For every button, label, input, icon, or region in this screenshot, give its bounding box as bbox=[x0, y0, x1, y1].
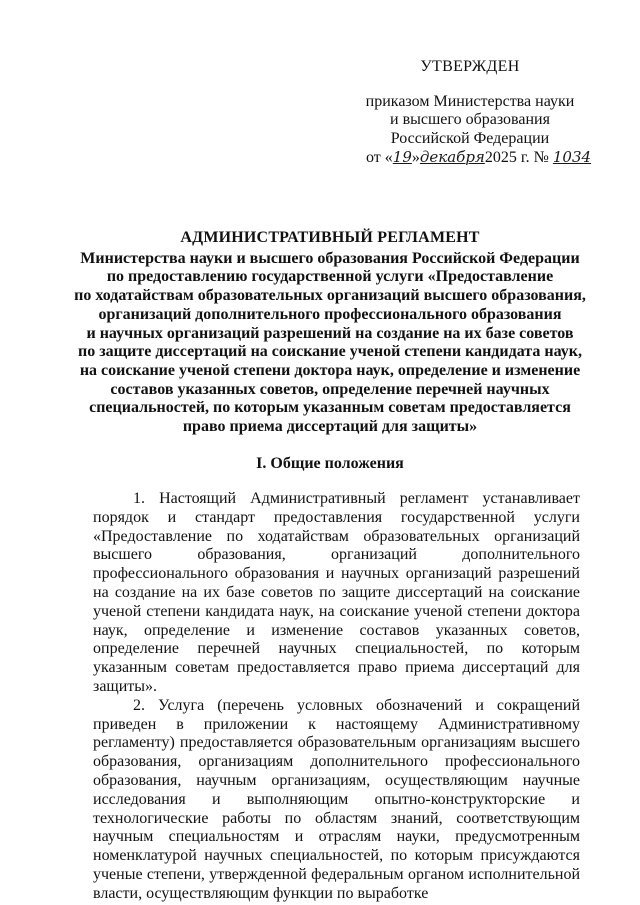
paragraph-1: 1. Настоящий Административный регламент устанавливает порядок и стандарт предоставления государственной услуги «Предоставление по ходатайствам образовательных организаций высшего образования, организаций дополнительного профессионального образования и научных организаций разрешений на создание на их базе советов по защите диссертаций на соискание ученой степени кандидата наук, на соискание ученой степени доктора наук, определение и изменение составов указанных советов, определение перечней научных специальностей, по которым указанным советам предоставляется право приема диссертаций для защиты». bbox=[93, 490, 580, 695]
title-line: организаций дополнительного профессионального образования bbox=[98, 305, 562, 323]
title-line: по ходатайствам образовательных организаций высшего образования, bbox=[74, 287, 586, 305]
handwritten-month: декабря bbox=[419, 148, 485, 166]
title-main: АДМИНИСТРАТИВНЫЙ РЕГЛАМЕНТ bbox=[180, 229, 480, 246]
title-line: по предоставлению государственной услуги «Предоставление bbox=[106, 268, 554, 286]
date-prefix: от « bbox=[366, 149, 393, 166]
title-line: право приема диссертаций для защиты» bbox=[182, 418, 478, 436]
document-title bbox=[60, 229, 600, 437]
year-text: 2025 г. № bbox=[484, 149, 549, 166]
title-line: и научных организаций разрешений на создание на их базе советов bbox=[86, 324, 574, 342]
handwritten-number: 1034 bbox=[552, 148, 592, 166]
handwritten-day: 19 bbox=[392, 148, 412, 166]
approval-line: Российской Федерации bbox=[390, 129, 550, 147]
section-heading: I. Общие положения bbox=[256, 455, 404, 472]
approval-block bbox=[340, 58, 600, 168]
title-line: по защите диссертаций на соискание ученой степени кандидата наук, bbox=[78, 343, 582, 361]
body-text bbox=[93, 490, 580, 904]
title-line: составов указанных советов, определение перечней научных bbox=[110, 380, 550, 398]
paragraph-2: 2. Услуга (перечень условных обозначений и сокращений приведен в приложении к настоящему Административному регламенту) предоставляется образовательным организациям высшего образования, организациям дополнительного профессионального образования, научным организациям, осуществляющим научные исследования и выполняющим опытно-конструкторские и технологические работы по областям знаний, соответствующим научным специальностям и отраслям науки, предусмотренным номенклатурой научных специальностей, по которым присуждаются ученые степени, утвержденной федеральным органом исполнительной власти, осуществляющим функции по выработке bbox=[93, 696, 580, 902]
approval-heading: УТВЕРЖДЕН bbox=[420, 58, 520, 75]
approval-line: приказом Министерства науки bbox=[365, 92, 575, 110]
title-line: специальностей, по которым указанным советам предоставляется bbox=[89, 399, 571, 417]
approval-date-line: от «19»декабря2025 г. № 1034 bbox=[366, 148, 592, 166]
approval-line: и высшего образования bbox=[390, 111, 550, 128]
title-line: Министерства науки и высшего образования Российской Федерации bbox=[80, 249, 580, 267]
title-line: на соискание ученой степени доктора наук, определение и изменение bbox=[79, 361, 581, 379]
